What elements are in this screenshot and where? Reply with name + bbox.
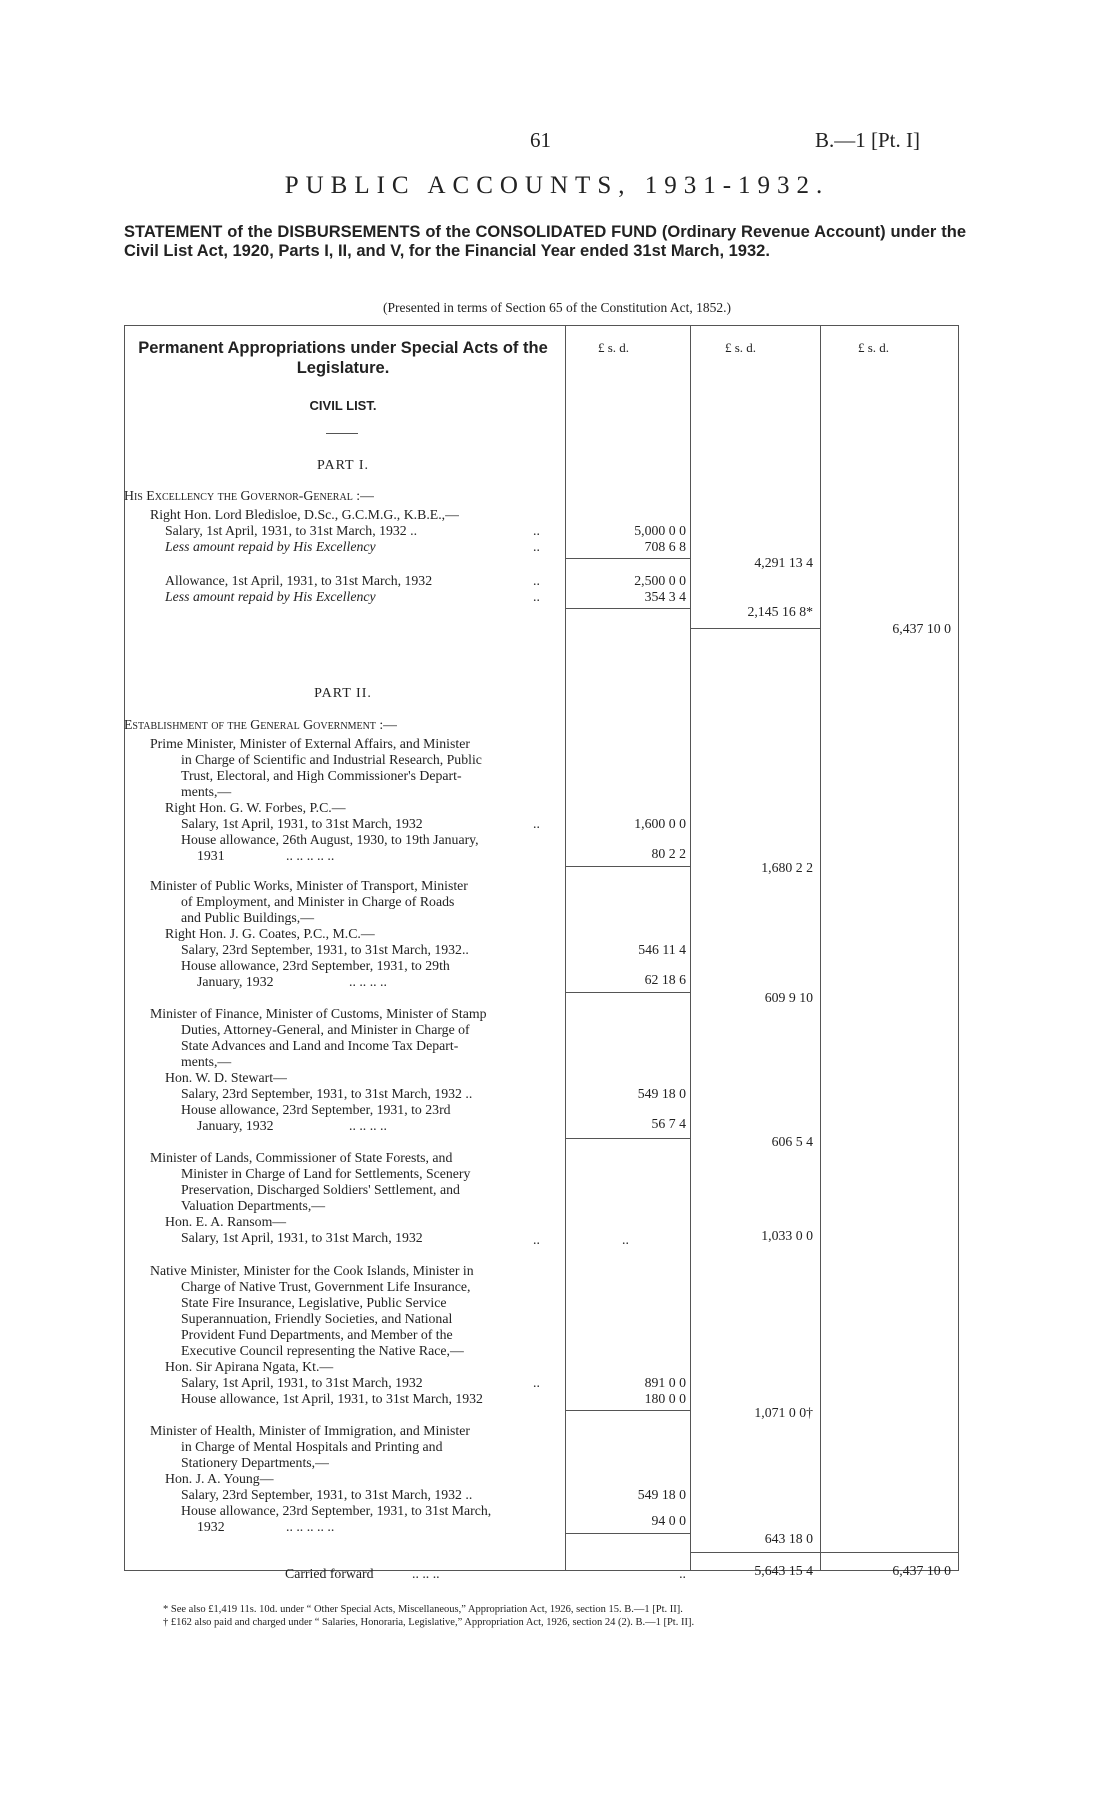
entry-item: January, 1932 xyxy=(197,1118,274,1133)
amount: 80 2 2 xyxy=(651,846,686,861)
entry-name: Right Hon. G. W. Forbes, P.C.— xyxy=(165,800,346,815)
entry-description: Trust, Electoral, and High Commissioner's Depart- xyxy=(181,768,462,783)
dot-leader: .. xyxy=(533,523,540,538)
entry-item: Salary, 23rd September, 1931, to 31st March, 1932 .. xyxy=(181,1086,473,1101)
carried-forward-col3: 6,437 10 0 xyxy=(892,1563,951,1578)
entry-item: House allowance, 1st April, 1931, to 31st March, 1932 xyxy=(181,1391,483,1406)
entry-name: Right Hon. J. G. Coates, P.C., M.C.— xyxy=(165,926,375,941)
civil-list-heading: CIVIL LIST. xyxy=(309,398,377,413)
sum-rule xyxy=(690,1552,958,1553)
amount: 546 11 4 xyxy=(638,942,686,957)
dot-leader: .. .. .. xyxy=(412,1566,440,1581)
amount: 2,500 0 0 xyxy=(634,573,686,588)
entry-description: ments,— xyxy=(181,784,232,799)
sum-rule xyxy=(690,628,820,629)
entry-item: Salary, 1st April, 1931, to 31st March, 1932 .. xyxy=(165,523,418,538)
entry-item: Salary, 1st April, 1931, to 31st March, 1932 xyxy=(181,1375,423,1390)
column-divider-2 xyxy=(690,325,691,1570)
entry-item: Salary, 23rd September, 1931, to 31st March, 1932 .. xyxy=(181,1487,473,1502)
amount: 180 0 0 xyxy=(644,1391,686,1406)
entry-description: of Employment, and Minister in Charge of Roads xyxy=(181,894,455,909)
entry-description: Native Minister, Minister for the Cook Islands, Minister in xyxy=(150,1263,474,1278)
entry-description: Charge of Native Trust, Government Life Insurance, xyxy=(181,1279,471,1294)
subtotal: 4,291 13 4 xyxy=(754,555,813,570)
footnote: † £162 also paid and charged under “ Salaries, Honoraria, Legislative,” Appropriation Act, 1926, section 24 (2). B.—1 [Pt. II]. xyxy=(163,1617,695,1628)
dot-leader: .. xyxy=(533,816,540,831)
table-section-title: Permanent Appropriations under Special Acts of the Legislature. xyxy=(138,339,548,377)
entry-description: State Advances and Land and Income Tax Depart- xyxy=(181,1038,459,1053)
document-reference: B.—1 [Pt. I] xyxy=(815,128,920,152)
page-title: PUBLIC ACCOUNTS, 1931-1932. xyxy=(284,172,830,199)
separator-dash xyxy=(326,433,358,434)
dot-leader: .. .. .. .. xyxy=(349,974,387,989)
entry-description: Duties, Attorney-General, and Minister in Charge of xyxy=(181,1022,470,1037)
sum-rule xyxy=(565,1533,690,1534)
entry-name: Hon. J. A. Young— xyxy=(165,1471,274,1486)
amount: 354 3 4 xyxy=(644,589,686,604)
entry-item: House allowance, 23rd September, 1931, to 29th xyxy=(181,958,450,973)
entry-description: Minister of Public Works, Minister of Transport, Minister xyxy=(150,878,468,893)
entry-description: Stationery Departments,— xyxy=(181,1455,329,1470)
dot-leader: .. xyxy=(533,573,540,588)
column-divider-1 xyxy=(565,325,566,1570)
carried-forward-label: Carried forward xyxy=(285,1566,374,1581)
column-header-2: £ s. d. xyxy=(725,340,757,355)
amount: 56 7 4 xyxy=(651,1116,686,1131)
part-total: 6,437 10 0 xyxy=(892,621,951,636)
carried-forward-col2: 5,643 15 4 xyxy=(754,1563,813,1578)
dot-leader: .. xyxy=(533,589,540,604)
column-divider-3 xyxy=(820,325,821,1570)
entry-item: House allowance, 23rd September, 1931, to 23rd xyxy=(181,1102,451,1117)
table-right-rule xyxy=(958,325,959,1570)
amount: 1,600 0 0 xyxy=(634,816,686,831)
amount: 549 18 0 xyxy=(637,1487,686,1502)
subtotal: 1,680 2 2 xyxy=(761,860,813,875)
entry-name: Hon. Sir Apirana Ngata, Kt.— xyxy=(165,1359,334,1374)
dot-leader: .. .. .. .. .. xyxy=(286,1519,335,1534)
entry-item: Salary, 1st April, 1931, to 31st March, 1932 xyxy=(181,1230,423,1245)
subtotal: 1,071 0 0† xyxy=(754,1405,813,1420)
entry-description: and Public Buildings,— xyxy=(181,910,314,925)
entry-description: Minister of Health, Minister of Immigration, and Minister xyxy=(150,1423,470,1438)
sum-rule xyxy=(565,866,690,867)
amount: 62 18 6 xyxy=(644,972,686,987)
page-number: 61 xyxy=(530,128,551,152)
section-heading: Establishment of the General Government :— xyxy=(124,717,397,732)
amount: 94 0 0 xyxy=(651,1513,686,1528)
entry-description: Provident Fund Departments, and Member of the xyxy=(181,1327,453,1342)
entry-name: Hon. W. D. Stewart— xyxy=(165,1070,287,1085)
entry-name: Hon. E. A. Ransom— xyxy=(165,1214,287,1229)
entry-item: 1931 xyxy=(197,848,225,863)
entry-description: Valuation Departments,— xyxy=(181,1198,326,1213)
entry-description: Preservation, Discharged Soldiers' Settlement, and xyxy=(181,1182,460,1197)
dot-leader: .. xyxy=(533,1232,540,1247)
entry-description: in Charge of Mental Hospitals and Printing and xyxy=(181,1439,443,1454)
dot-leader: .. xyxy=(533,539,540,554)
entry-description: Prime Minister, Minister of External Affairs, and Minister xyxy=(150,736,470,751)
dot-leader: .. .. .. .. xyxy=(349,1118,387,1133)
column-header-3: £ s. d. xyxy=(858,340,890,355)
presented-note: (Presented in terms of Section 65 of the Constitution Act, 1852.) xyxy=(383,300,731,315)
statement-heading: STATEMENT of the DISBURSEMENTS of the CONSOLIDATED FUND (Ordinary Revenue Account) under the Civil List Act, 1920, Parts I, II, and V, for the Financial Year ended 31st March, 1932. xyxy=(124,223,966,260)
amount: 891 0 0 xyxy=(644,1375,686,1390)
entry-item: House allowance, 23rd September, 1931, to 31st March, xyxy=(181,1503,492,1518)
carried-forward-col1: .. xyxy=(679,1566,686,1581)
sum-rule xyxy=(565,558,690,559)
entry-description: Minister of Lands, Commissioner of State Forests, and xyxy=(150,1150,453,1165)
subtotal: 606 5 4 xyxy=(771,1134,813,1149)
entry-item: 1932 xyxy=(197,1519,225,1534)
entry-item: Less amount repaid by His Excellency xyxy=(165,589,376,604)
dot-leader: .. xyxy=(622,1232,629,1247)
entry-item: House allowance, 26th August, 1930, to 19th January, xyxy=(181,832,479,847)
entry-name: Right Hon. Lord Bledisloe, D.Sc., G.C.M.G., K.B.E.,— xyxy=(150,507,459,522)
table-top-rule xyxy=(124,325,959,326)
entry-item: Less amount repaid by His Excellency xyxy=(165,539,376,554)
amount: 5,000 0 0 xyxy=(634,523,686,538)
subtotal: 2,145 16 8* xyxy=(747,604,813,619)
entry-item: Salary, 23rd September, 1931, to 31st March, 1932.. xyxy=(181,942,469,957)
entry-item: January, 1932 xyxy=(197,974,274,989)
table-left-rule xyxy=(124,325,125,1570)
part-heading: PART II. xyxy=(314,686,372,701)
amount: 549 18 0 xyxy=(637,1086,686,1101)
entry-item: Allowance, 1st April, 1931, to 31st March, 1932 xyxy=(165,573,433,588)
sum-rule xyxy=(565,992,690,993)
entry-item: Salary, 1st April, 1931, to 31st March, 1932 xyxy=(181,816,423,831)
entry-description: in Charge of Scientific and Industrial Research, Public xyxy=(181,752,482,767)
dot-leader: .. xyxy=(533,1375,540,1390)
part-heading: PART I. xyxy=(316,458,370,473)
entry-description: ments,— xyxy=(181,1054,232,1069)
sum-rule xyxy=(565,1138,690,1139)
sum-rule xyxy=(565,608,690,609)
entry-description: Superannuation, Friendly Societies, and National xyxy=(181,1311,453,1326)
subtotal: 1,033 0 0 xyxy=(761,1228,813,1243)
dot-leader: .. .. .. .. .. xyxy=(286,848,335,863)
entry-description: Minister in Charge of Land for Settlements, Scenery xyxy=(181,1166,471,1181)
column-header-1: £ s. d. xyxy=(598,340,630,355)
section-heading: His Excellency the Governor-General :— xyxy=(124,488,374,503)
subtotal: 609 9 10 xyxy=(764,990,813,1005)
entry-description: Executive Council representing the Native Race,— xyxy=(181,1343,464,1358)
footnote: * See also £1,419 11s. 10d. under “ Other Special Acts, Miscellaneous,” Appropriation Act, 1926, section 15. B.—1 [Pt. II]. xyxy=(163,1604,683,1615)
sum-rule xyxy=(565,1410,690,1411)
entry-description: Minister of Finance, Minister of Customs, Minister of Stamp xyxy=(150,1006,487,1021)
subtotal: 643 18 0 xyxy=(764,1531,813,1546)
amount: 708 6 8 xyxy=(644,539,686,554)
entry-description: State Fire Insurance, Legislative, Public Service xyxy=(181,1295,447,1310)
